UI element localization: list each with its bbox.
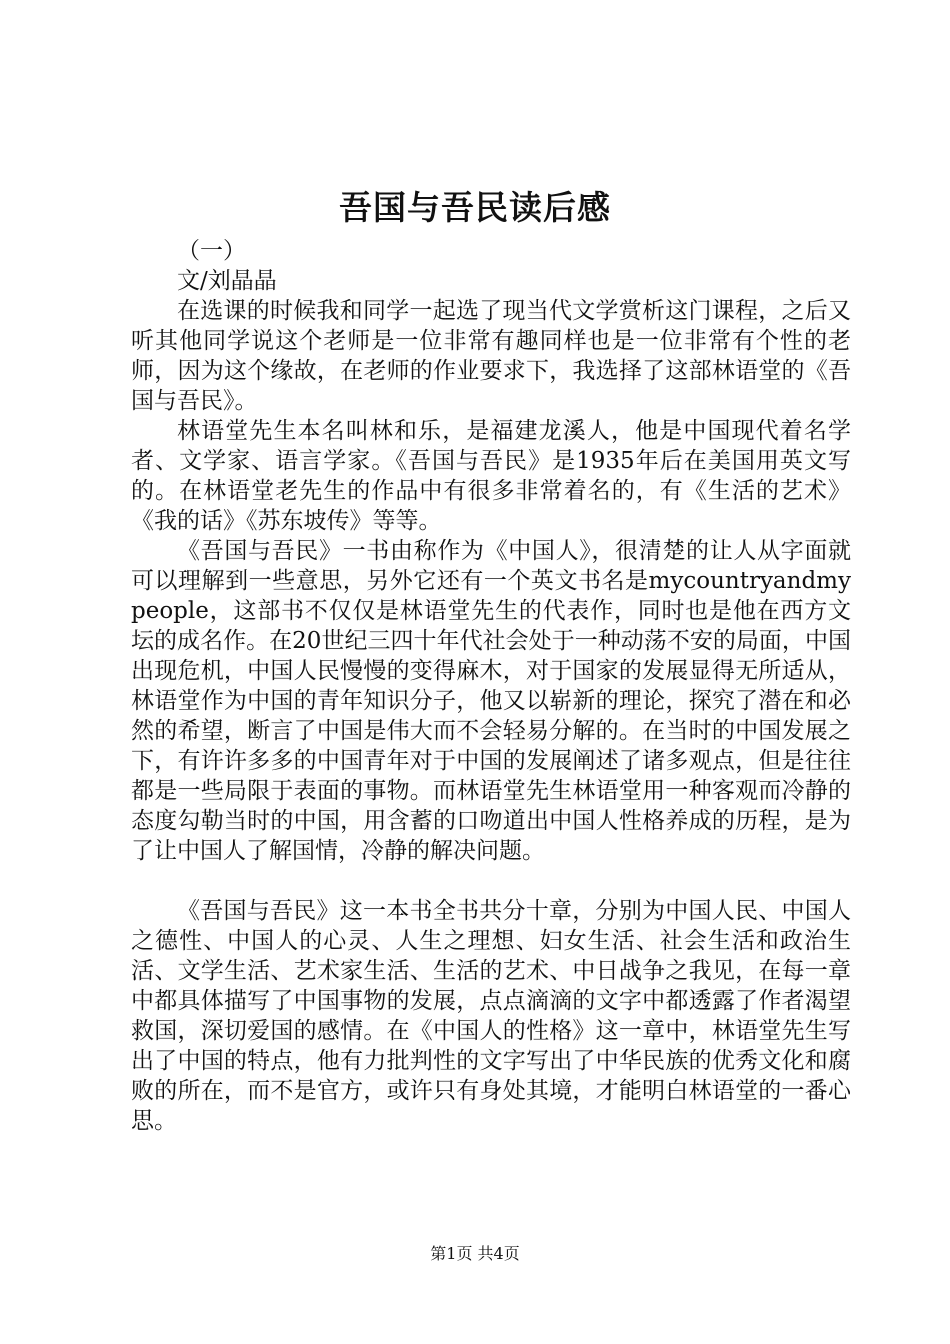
- paragraph-1: 在选课的时候我和同学一起选了现当代文学赏析这门课程，之后又听其他同学说这个老师是一位非常有趣同样也是一位非常有个性的老师，因为这个缘故，在老师的作业要求下，我选择了这部林语堂的《吾国与吾民》。: [131, 298, 851, 414]
- paragraph-3: 《吾国与吾民》一书由称作为《中国人》，很清楚的让人从字面就可以理解到一些意思，另外它还有一个英文书名是mycountryandmypeople，这部书不仅仅是林语堂先生的代表作，同时也是他在西方文坛的成名作。在20世纪三四十年代社会处于一种动荡不安的局面，中国出现危机，中国人民慢慢的变得麻木，对于国家的发展显得无所适从，林语堂作为中国的青年知识分子，他又以崭新的理论，探究了潜在和必然的希望，断言了中国是伟大而不会轻易分解的。在当时的中国发展之下，有许许多多的中国青年对于中国的发展阐述了诸多观点，但是往往都是一些局限于表面的事物。而林语堂先生林语堂用一种客观而冷静的态度勾勒当时的中国，用含蓄的口吻道出中国人性格养成的历程，是为了让中国人了解国情，冷静的解决问题。: [131, 538, 851, 864]
- document-title: 吾国与吾民读后感: [339, 188, 611, 227]
- paragraph-4: 《吾国与吾民》这一本书全书共分十章，分别为中国人民、中国人之德性、中国人的心灵、人生之理想、妇女生活、社会生活和政治生活、文学生活、艺术家生活、生活的艺术、中日战争之我见，在每一章中都具体描写了中国事物的发展，点点滴滴的文字中都透露了作者渴望救国，深切爱国的感情。在《中国人的性格》这一章中，林语堂先生写出了中国的特点，他有力批判性的文字写出了中华民族的优秀文化和腐败的所在，而不是官方，或许只有身处其境，才能明白林语堂的一番心思。: [131, 898, 851, 1134]
- paragraph-2: 林语堂先生本名叫林和乐，是福建龙溪人，他是中国现代着名学者、文学家、语言学家。《吾国与吾民》是1935年后在美国用英文写的。在林语堂老先生的作品中有很多非常着名的，有《生活的艺术》《我的话》《苏东坡传》等等。: [131, 418, 851, 534]
- document-body: [131, 236, 851, 1136]
- page-footer: 第1页 共4页: [430, 1244, 520, 1263]
- author-line: 文/刘晶晶: [177, 268, 277, 294]
- section-label: （一）: [177, 238, 246, 264]
